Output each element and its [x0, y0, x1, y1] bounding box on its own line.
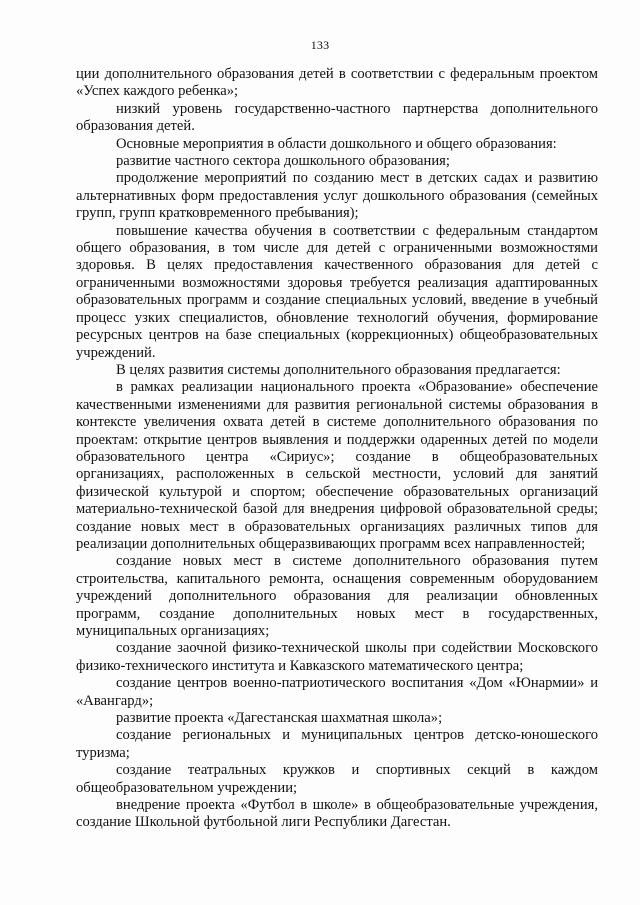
list-item: развитие проекта «Дагестанская шахматная школа»;: [116, 710, 443, 727]
list-item: создание заочной физико-технической школы при содействии Московского физико-технического института и Кавказского математического центра;: [76, 640, 598, 674]
paragraph-heading-additional: В целях развития системы дополнительного образования предлагается:: [116, 361, 561, 378]
paragraph: низкий уровень государственно-частного партнерства дополнительного образования детей.: [76, 100, 598, 135]
list-item: внедрение проекта «Футбол в школе» в общеобразовательные учреждения, создание Школьной футбольной лиги Республики Дагестан.: [76, 797, 598, 831]
list-item: создание театральных кружков и спортивных секций в каждом общеобразовательном учреждении;: [76, 762, 598, 796]
list-item: развитие частного сектора дошкольного образования;: [116, 153, 450, 170]
list-item: создание новых мест в системе дополнительного образования путем строительства, капитального ремонта, оснащения современным оборудованием учреждений дополнительного образования для реализации обновленных программ, создание дополнительных новых мест в государственных, муниципальных организациях;: [76, 553, 598, 639]
list-item: создание центров военно-патриотического воспитания «Дом «Юнармии» и «Авангард»;: [76, 675, 598, 709]
document-body: [76, 66, 598, 832]
paragraph-heading-preschool: Основные мероприятия в области дошкольного и общего образования:: [116, 135, 557, 152]
list-item: в рамках реализации национального проекта «Образование» обеспечение качественными изменениями для развития региональной системы образования в контексте увеличения охвата детей в системе дополнительного образования по проектам: открытие центров выявления и поддержки одаренных детей по модели образовательного центра «Сириус»; создание в общеобразовательных организациях, расположенных в сельской местности, условий для занятий физической культурой и спортом; обеспечение образовательных организаций материально-технической базой для внедрения цифровой образовательной среды; создание новых мест в образовательных организациях различных типов для реализации дополнительных общеразвивающих программ всех направленностей;: [76, 379, 598, 552]
list-item: повышение качества обучения в соответствии с федеральным стандартом общего образования, в том числе для детей с ограниченными возможностями здоровья. В целях предоставления качественного образования для детей с ограниченными возможностями здоровья требуется реализация адаптированных образовательных программ и создание специальных условий, введение в учебный процесс узких специалистов, обновление технологий обучения, формирование ресурсных центров на базе специальных (коррекционных) общеобразовательных учреждений.: [76, 222, 598, 361]
list-item: продолжение мероприятий по созданию мест в детских садах и развитию альтернативных форм предоставления услуг дошкольного образования (семейных групп, групп кратковременного пребывания);: [76, 170, 598, 222]
page-number: 133: [310, 38, 330, 52]
list-item: создание региональных и муниципальных центров детско-юношеского туризма;: [76, 727, 598, 761]
paragraph-continuation: ции дополнительного образования детей в соответствии с федеральным проектом «Успех каждого ребенка»;: [76, 66, 598, 100]
